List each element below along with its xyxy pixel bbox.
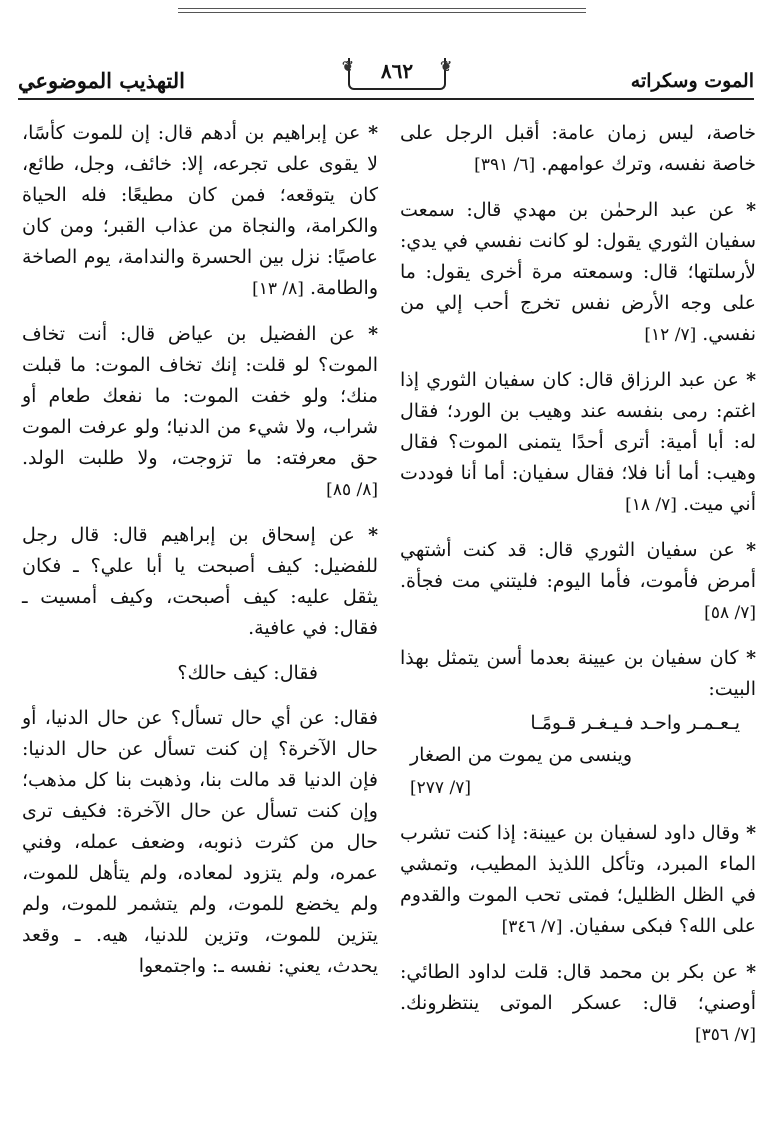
paragraph (400, 818, 756, 943)
paragraph (22, 703, 378, 982)
paragraph-text: فقال: كيف حالك؟ (177, 662, 318, 684)
verse-line-1: يـعـمـر واحـد فـيـغـر قـومًـا (530, 712, 740, 734)
top-rule-2 (178, 12, 586, 13)
page-header (18, 46, 754, 98)
paragraph (22, 319, 378, 506)
paragraph (22, 118, 378, 305)
page-number: ٨٦٢ (380, 59, 414, 83)
right-column (400, 118, 756, 719)
chapter-title: الموت وسكراته (630, 70, 754, 92)
paragraph-text: عن إبراهيم بن أدهم قال: إن للموت كأسًا، لا يقوى على تجرعه، إلا: خائف، وجل، طائع، كان يتوقعه؛ فمن كان مطيعًا: فله الحياة والكرامة، والنجاة من عذاب القبر؛ ومن كان عاصيًا: نزل بين الحسرة والندامة، يوم الصاخة والطامة. (22, 122, 378, 299)
paragraph-text: خاصة، ليس زمان عامة: أقبل الرجل على خاصة نفسه، وترك عوامهم. (400, 122, 756, 175)
paragraph-text: عن الفضيل بن عياض قال: أنت تخاف الموت؟ لو قلت: إنك تخاف الموت: ما قبلت منك؛ ولو خفت الموت: ما نفعك طعام أو شراب، ولا شيء من الدنيا؛ ولو عرفت الموت حق معرفته: ما تزوجت، ولا طلبت الولد. (22, 323, 378, 469)
left-column (22, 118, 378, 982)
paragraph-text: عن عبد الرزاق قال: كان سفيان الثوري إذا اغتم: رمى بنفسه عند وهيب بن الورد؛ فقال له: أبا أمية: أترى أحدًا يتمنى الموت؟ فقال وهيب: أما أنا فلا؛ فقال سفيان: أما أنا فوددت أني ميت. (400, 369, 756, 515)
reference: [٧/ ٥٨] (704, 603, 756, 623)
reference: [٨/ ١٣] (252, 279, 304, 299)
star-icon: * (746, 539, 756, 561)
header-divider (18, 98, 754, 100)
ornament-icon: ❦ (342, 59, 354, 75)
verse-line-2: وينسى من يموت من الصغار (410, 744, 633, 766)
paragraph (22, 658, 378, 689)
reference: [٨/ ٨٥] (326, 480, 378, 500)
star-icon: * (368, 323, 378, 345)
reference: [٧/ ١٢] (644, 325, 697, 345)
paragraph (400, 957, 756, 1051)
ornament-icon: ❦ (440, 59, 452, 75)
star-icon: * (746, 199, 756, 221)
paragraph (400, 365, 756, 521)
paragraph-text: فقال: عن أي حال تسأل؟ عن حال الدنيا، أو حال الآخرة؟ إن كنت تسأل عن حال الدنيا: فإن الدنيا قد مالت بنا، وذهبت بنا كل مذهب؛ وإن كنت تسأل عن حال الآخرة: فكيف ترى حال من كثرت ذنوبه، وضعف عمله، وفني عمره، ولم يتزود لمعاده، ولم يتأهل للموت، ولم يخضع للموت، ولم يتشمر للموت، ولم يتزين للموت، وتزين للدنيا، هيه. ـ وقعد يحدث، يعني: نفسه ـ: واجتمعوا (22, 707, 378, 977)
paragraph (22, 520, 378, 644)
paragraph (400, 643, 756, 705)
page-number-box (342, 58, 452, 90)
reference: [٧/ ٣٤٦] (501, 917, 563, 937)
verse-reference: [٧/ ٢٧٧] (410, 778, 471, 798)
paragraph (400, 535, 756, 629)
paragraph-text: عن سفيان الثوري قال: قد كنت أشتهي أمرض فأموت، فأما اليوم: فليتني مت فجأة. (400, 539, 756, 592)
paragraph (400, 195, 756, 351)
reference: [٦/ ٣٩١] (474, 155, 536, 175)
star-icon: * (368, 524, 378, 546)
paragraph-text: كان سفيان بن عيينة بعدما أسن يتمثل بهذا البيت: (400, 647, 756, 700)
star-icon: * (746, 822, 756, 844)
paragraph-text: عن إسحاق بن إبراهيم قال: قال رجل للفضيل: كيف أصبحت يا أبا علي؟ ـ فكان يثقل عليه: كيف أصبحت، وكيف أمسيت ـ فقال: في عافية. (22, 524, 378, 639)
paragraph-text: عن عبد الرحمٰن بن مهدي قال: سمعت سفيان الثوري يقول: لو كانت نفسي في يدي: لأرسلتها؛ قال: وسمعته مرة أخرى يقول: ما على وجه الأرض نفس تخرج أحب إلي من نفسي. (400, 199, 756, 345)
top-rule (178, 8, 586, 9)
reference: [٧/ ١٨] (625, 495, 677, 515)
reference: [٧/ ٣٥٦] (695, 1025, 756, 1045)
right-column-lower (400, 818, 756, 1065)
star-icon: * (746, 647, 756, 669)
star-icon: * (368, 122, 378, 144)
star-icon: * (746, 369, 757, 391)
paragraph-text: عن بكر بن محمد قال: قلت لداود الطائي: أوصني؛ قال: عسكر الموتى ينتظرونك. (400, 961, 756, 1014)
star-icon: * (746, 961, 756, 983)
book-title: التهذيب الموضوعي (18, 68, 185, 93)
paragraph (400, 118, 756, 181)
paragraph-text: وقال داود لسفيان بن عيينة: إذا كنت تشرب الماء المبرد، وتأكل اللذيذ المطيب، وتمشي في الظل الظليل؛ فمتى تحب الموت والقدوم على الله؟ فبكى سفيان. (400, 822, 756, 937)
